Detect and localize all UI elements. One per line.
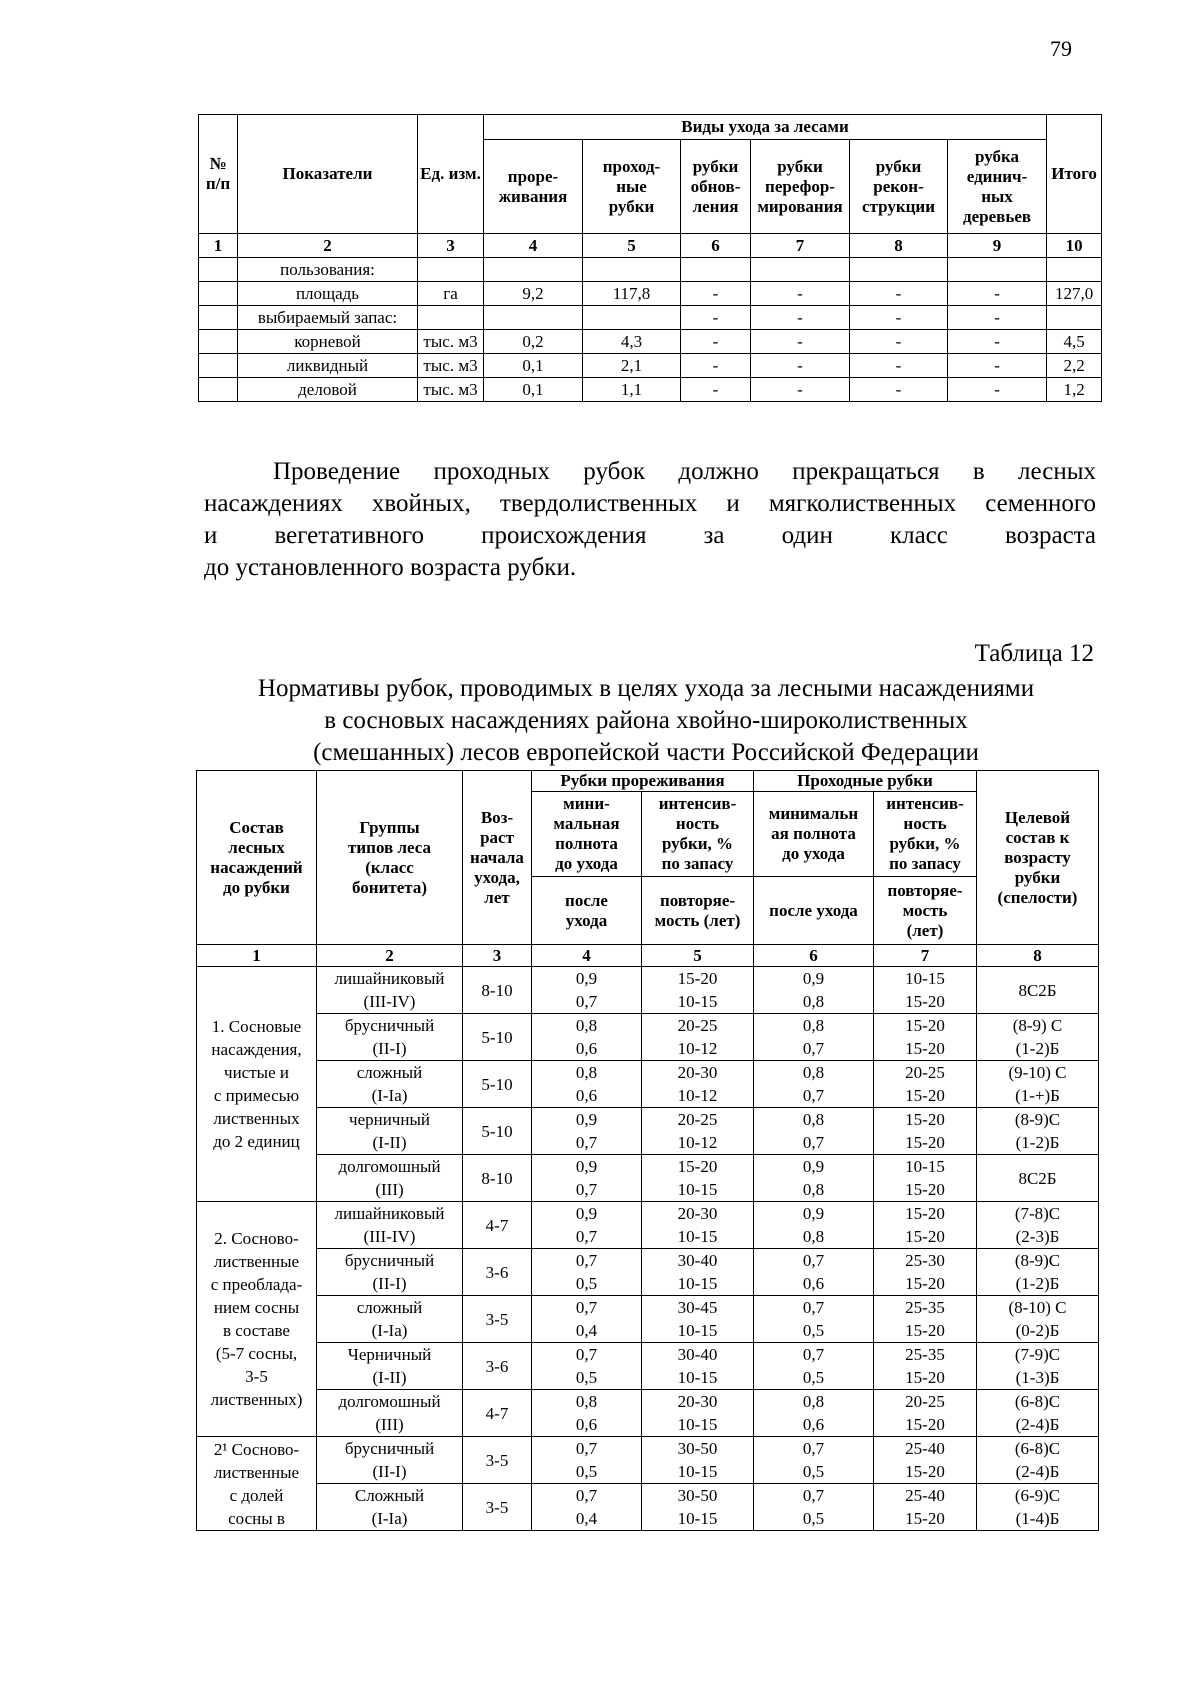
value-cell: 0,7 0,5	[532, 1343, 642, 1390]
value-cell: -	[850, 330, 948, 354]
row-number-cell	[199, 258, 238, 282]
value-cell: 0,7 0,5	[754, 1484, 874, 1531]
target-composition-cell: (8-9)С (1-2)Б	[977, 1108, 1099, 1155]
table-row	[197, 1437, 1099, 1484]
paragraph-line: Проведение проходных рубок должно прекращаться в лесных	[273, 458, 1096, 485]
forest-type-cell: долгомошный (III)	[317, 1155, 463, 1202]
value-cell: -	[751, 354, 850, 378]
body-paragraph	[204, 456, 1096, 584]
forest-care-table	[198, 114, 1102, 402]
table-row	[199, 282, 1102, 306]
col-num: 3	[463, 945, 532, 967]
paragraph-line: и вегетативного происхождения за один класс возраста	[204, 522, 1096, 549]
col-num: 3	[418, 234, 484, 258]
col-num: 5	[642, 945, 754, 967]
table-row	[197, 967, 1099, 1014]
value-cell: -	[681, 354, 751, 378]
value-cell: 25-40 15-20	[874, 1437, 977, 1484]
table-row	[197, 1249, 1099, 1296]
target-composition-cell: (7-9)С (1-3)Б	[977, 1343, 1099, 1390]
value-cell: 0,9 0,7	[532, 1202, 642, 1249]
value-cell: 10-15 15-20	[874, 967, 977, 1014]
value-cell: 20-30 10-15	[642, 1202, 754, 1249]
col-num: 5	[583, 234, 681, 258]
table-number: Таблица 12	[974, 640, 1094, 667]
target-composition-cell: 8С2Б	[977, 1155, 1099, 1202]
value-cell: 0,7 0,5	[754, 1296, 874, 1343]
col-num: 10	[1047, 234, 1102, 258]
value-cell: 20-25 15-20	[874, 1061, 977, 1108]
care-types-group-header: Виды ухода за лесами	[484, 115, 1047, 140]
table-row	[197, 1014, 1099, 1061]
table-row	[197, 1108, 1099, 1155]
forest-type-cell: лишайниковый (III-IV)	[317, 1202, 463, 1249]
value-cell: 30-40 10-15	[642, 1249, 754, 1296]
value-cell: 15-20 15-20	[874, 1014, 977, 1061]
unit-cell: га	[418, 282, 484, 306]
value-cell: 4,3	[583, 330, 681, 354]
table-title: Нормативы рубок, проводимых в целях ухода за лесными насаждениями в сосновых насаждениях района хвойно-широколиственных (смешанных) лесов европейской части Российской Федерации	[257, 675, 1035, 766]
row-number-cell	[199, 378, 238, 402]
total-cell	[1047, 306, 1102, 330]
col-num: 2	[238, 234, 418, 258]
composition-cell: 2. Сосново- лиственные с преоблада- нием сосны в составе (5-7 сосны, 3-5 лиственных)	[197, 1202, 317, 1437]
value-cell: 25-40 15-20	[874, 1484, 977, 1531]
table-row	[199, 354, 1102, 378]
value-cell: 0,8 0,7	[754, 1061, 874, 1108]
col-num: 6	[754, 945, 874, 967]
passing-group-header: Проходные рубки	[754, 771, 977, 792]
thinning-norms-table	[196, 770, 1099, 1531]
value-cell: -	[948, 354, 1047, 378]
value-cell: 15-20 15-20	[874, 1108, 977, 1155]
value-cell: 20-25 15-20	[874, 1390, 977, 1437]
target-composition-cell: (6-8)С (2-4)Б	[977, 1390, 1099, 1437]
col-num: 1	[197, 945, 317, 967]
age-cell: 3-5	[463, 1296, 532, 1343]
col-header: рубки обнов- ления	[681, 140, 751, 234]
forest-type-cell: лишайниковый (III-IV)	[317, 967, 463, 1014]
age-cell: 4-7	[463, 1390, 532, 1437]
col-total-header: Итого	[1047, 115, 1102, 234]
total-cell	[1047, 258, 1102, 282]
table-row	[199, 330, 1102, 354]
col-header: интенсив- ность рубки, % по запасу	[874, 792, 977, 877]
target-composition-cell: (6-9)С (1-4)Б	[977, 1484, 1099, 1531]
value-cell: 20-30 10-12	[642, 1061, 754, 1108]
value-cell: 15-20 10-15	[642, 967, 754, 1014]
value-cell: 0,7 0,5	[532, 1437, 642, 1484]
col-header: повторяе- мость (лет)	[642, 877, 754, 945]
row-number-cell	[199, 354, 238, 378]
age-cell: 3-5	[463, 1484, 532, 1531]
col-number-header: № п/п	[199, 115, 238, 234]
col-header: проход- ные рубки	[583, 140, 681, 234]
value-cell: 0,8 0,7	[754, 1014, 874, 1061]
col-target-header: Целевой состав к возрасту рубки (спелости)	[977, 771, 1099, 945]
age-cell: 3-6	[463, 1343, 532, 1390]
col-header: после ухода	[754, 877, 874, 945]
value-cell: -	[948, 306, 1047, 330]
composition-cell: 1. Сосновые насаждения, чистые и с примесью лиственных до 2 единиц	[197, 967, 317, 1202]
value-cell: 0,7 0,6	[754, 1249, 874, 1296]
composition-cell: 2¹ Сосново- лиственные с долей сосны в	[197, 1437, 317, 1531]
unit-cell	[418, 306, 484, 330]
age-cell: 3-5	[463, 1437, 532, 1484]
col-header: после ухода	[532, 877, 642, 945]
indicator-cell: деловой	[238, 378, 418, 402]
paragraph-line: насаждениях хвойных, твердолиственных и мягколиственных семенного	[204, 490, 1096, 517]
target-composition-cell: 8С2Б	[977, 967, 1099, 1014]
forest-type-cell: брусничный (II-I)	[317, 1249, 463, 1296]
value-cell: 0,9 0,7	[532, 1108, 642, 1155]
value-cell: 25-35 15-20	[874, 1296, 977, 1343]
col-num: 7	[751, 234, 850, 258]
value-cell: 0,7 0,4	[532, 1296, 642, 1343]
col-header: рубка единич- ных деревьев	[948, 140, 1047, 234]
table-row	[199, 378, 1102, 402]
target-composition-cell: (8-9) С (1-2)Б	[977, 1014, 1099, 1061]
value-cell: -	[948, 330, 1047, 354]
value-cell: 0,8 0,6	[754, 1390, 874, 1437]
col-header: рубки перефор- мирования	[751, 140, 850, 234]
table-row	[197, 1202, 1099, 1249]
col-composition-header: Состав лесных насаждений до рубки	[197, 771, 317, 945]
col-num: 8	[977, 945, 1099, 967]
indicator-cell: ликвидный	[238, 354, 418, 378]
value-cell: 15-20 10-15	[642, 1155, 754, 1202]
row-number-cell	[199, 306, 238, 330]
value-cell: 117,8	[583, 282, 681, 306]
indicator-cell: корневой	[238, 330, 418, 354]
value-cell: -	[850, 306, 948, 330]
thinning-group-header: Рубки прореживания	[532, 771, 754, 792]
value-cell: 0,9 0,7	[532, 1155, 642, 1202]
value-cell: 0,9 0,8	[754, 967, 874, 1014]
col-indicator-header: Показатели	[238, 115, 418, 234]
forest-type-cell: Черничный (I-II)	[317, 1343, 463, 1390]
col-header: рубки рекон- струкции	[850, 140, 948, 234]
col-num: 1	[199, 234, 238, 258]
value-cell: 15-20 15-20	[874, 1202, 977, 1249]
col-forest-type-header: Группы типов леса (класс бонитета)	[317, 771, 463, 945]
value-cell: 10-15 15-20	[874, 1155, 977, 1202]
col-num: 4	[484, 234, 583, 258]
forest-type-cell: брусничный (II-I)	[317, 1014, 463, 1061]
indicator-cell: выбираемый запас:	[238, 306, 418, 330]
value-cell: 0,9 0,8	[754, 1202, 874, 1249]
col-header: мини- мальная полнота до ухода	[532, 792, 642, 877]
column-number-row	[197, 945, 1099, 967]
value-cell: 0,9 0,7	[532, 967, 642, 1014]
column-number-row	[199, 234, 1102, 258]
target-composition-cell: (8-9)С (1-2)Б	[977, 1249, 1099, 1296]
value-cell: 0,1	[484, 378, 583, 402]
table-row	[197, 1390, 1099, 1437]
value-cell: -	[948, 282, 1047, 306]
target-composition-cell: (7-8)С (2-3)Б	[977, 1202, 1099, 1249]
value-cell: 0,1	[484, 354, 583, 378]
forest-type-cell: сложный (I-Ia)	[317, 1061, 463, 1108]
age-cell: 4-7	[463, 1202, 532, 1249]
row-number-cell	[199, 330, 238, 354]
row-number-cell	[199, 282, 238, 306]
col-num: 2	[317, 945, 463, 967]
paragraph-line: до установленного возраста рубки.	[204, 554, 577, 581]
value-cell: -	[751, 378, 850, 402]
total-cell: 2,2	[1047, 354, 1102, 378]
age-cell: 3-6	[463, 1249, 532, 1296]
col-num: 7	[874, 945, 977, 967]
value-cell: 0,2	[484, 330, 583, 354]
value-cell: 0,9 0,8	[754, 1155, 874, 1202]
value-cell: -	[751, 282, 850, 306]
value-cell: 1,1	[583, 378, 681, 402]
value-cell: 2,1	[583, 354, 681, 378]
table-row	[197, 1484, 1099, 1531]
forest-type-cell: долгомошный (III)	[317, 1390, 463, 1437]
value-cell: 30-50 10-15	[642, 1437, 754, 1484]
value-cell: 20-25 10-12	[642, 1108, 754, 1155]
value-cell: 9,2	[484, 282, 583, 306]
value-cell	[484, 258, 583, 282]
col-age-header: Воз- раст начала ухода, лет	[463, 771, 532, 945]
value-cell: 30-40 10-15	[642, 1343, 754, 1390]
value-cell: 30-50 10-15	[642, 1484, 754, 1531]
value-cell: 0,7 0,5	[532, 1249, 642, 1296]
col-header: интенсив- ность рубки, % по запасу	[642, 792, 754, 877]
unit-cell	[418, 258, 484, 282]
value-cell	[484, 306, 583, 330]
total-cell: 127,0	[1047, 282, 1102, 306]
col-header: проре- живания	[484, 140, 583, 234]
target-composition-cell: (9-10) С (1-+)Б	[977, 1061, 1099, 1108]
value-cell: 0,7 0,4	[532, 1484, 642, 1531]
col-num: 6	[681, 234, 751, 258]
table-row	[197, 1155, 1099, 1202]
value-cell: 20-30 10-15	[642, 1390, 754, 1437]
value-cell: 30-45 10-15	[642, 1296, 754, 1343]
unit-cell: тыс. м3	[418, 354, 484, 378]
value-cell: 0,8 0,6	[532, 1061, 642, 1108]
value-cell: -	[751, 330, 850, 354]
value-cell: -	[850, 354, 948, 378]
table-row	[197, 1296, 1099, 1343]
value-cell	[850, 258, 948, 282]
value-cell: 0,7 0,5	[754, 1437, 874, 1484]
target-composition-cell: (8-10) С (0-2)Б	[977, 1296, 1099, 1343]
forest-type-cell: брусничный (II-I)	[317, 1437, 463, 1484]
age-cell: 8-10	[463, 1155, 532, 1202]
col-unit-header: Ед. изм.	[418, 115, 484, 234]
value-cell	[583, 306, 681, 330]
target-composition-cell: (6-8)С (2-4)Б	[977, 1437, 1099, 1484]
value-cell	[681, 258, 751, 282]
value-cell: 25-30 15-20	[874, 1249, 977, 1296]
col-num: 9	[948, 234, 1047, 258]
value-cell: -	[681, 282, 751, 306]
age-cell: 5-10	[463, 1061, 532, 1108]
col-num: 8	[850, 234, 948, 258]
value-cell: -	[751, 306, 850, 330]
table-row	[199, 258, 1102, 282]
col-num: 4	[532, 945, 642, 967]
value-cell	[948, 258, 1047, 282]
unit-cell: тыс. м3	[418, 330, 484, 354]
value-cell: 20-25 10-12	[642, 1014, 754, 1061]
value-cell: -	[850, 378, 948, 402]
value-cell: 25-35 15-20	[874, 1343, 977, 1390]
col-header: повторяе- мость (лет)	[874, 877, 977, 945]
page-number: 79	[1050, 36, 1072, 61]
value-cell: 0,8 0,6	[532, 1014, 642, 1061]
value-cell: 0,7 0,5	[754, 1343, 874, 1390]
value-cell	[751, 258, 850, 282]
age-cell: 5-10	[463, 1014, 532, 1061]
value-cell: 0,8 0,6	[532, 1390, 642, 1437]
value-cell: -	[948, 378, 1047, 402]
total-cell: 1,2	[1047, 378, 1102, 402]
indicator-cell: площадь	[238, 282, 418, 306]
table-row	[199, 306, 1102, 330]
unit-cell: тыс. м3	[418, 378, 484, 402]
value-cell	[583, 258, 681, 282]
age-cell: 5-10	[463, 1108, 532, 1155]
forest-type-cell: сложный (I-Ia)	[317, 1296, 463, 1343]
value-cell: 0,8 0,7	[754, 1108, 874, 1155]
value-cell: -	[850, 282, 948, 306]
indicator-cell: пользования:	[238, 258, 418, 282]
table-row	[197, 1343, 1099, 1390]
forest-type-cell: черничный (I-II)	[317, 1108, 463, 1155]
value-cell: -	[681, 378, 751, 402]
table-row	[197, 1061, 1099, 1108]
age-cell: 8-10	[463, 967, 532, 1014]
total-cell: 4,5	[1047, 330, 1102, 354]
value-cell: -	[681, 306, 751, 330]
forest-type-cell: Сложный (I-Ia)	[317, 1484, 463, 1531]
col-header: минимальн ая полнота до ухода	[754, 792, 874, 877]
value-cell: -	[681, 330, 751, 354]
